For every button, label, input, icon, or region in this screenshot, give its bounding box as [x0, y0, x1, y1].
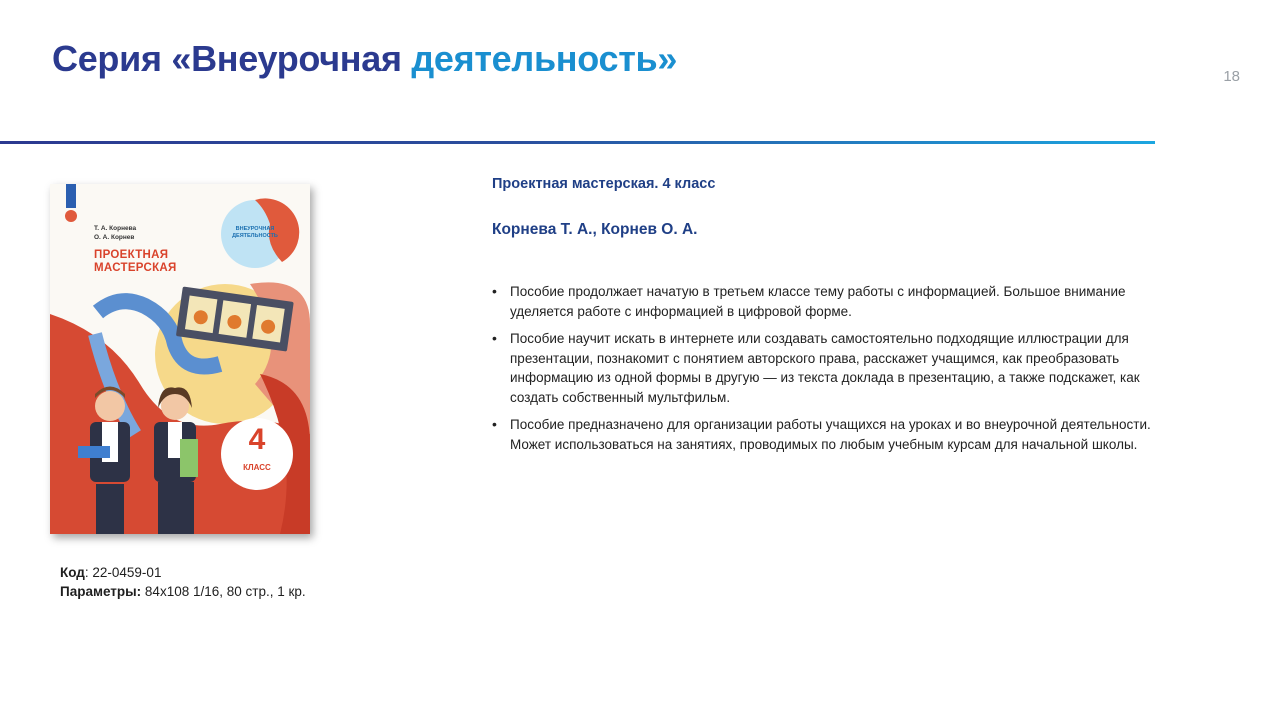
- code-value: : 22-0459-01: [84, 565, 162, 580]
- book-title: Проектная мастерская. 4 класс: [492, 176, 716, 192]
- description-item: • Пособие научит искать в интернете или создавать самостоятельно подходящие иллюстрации для презентации, познакомит с понятием авторского права, расскажет учащимся, как преобразовать информацию из одной формы в другую — из текста доклада в презентацию, а также подскажет, как создать собственный мультфильм.: [492, 329, 1152, 407]
- cover-title-line: МАСТЕРСКАЯ: [94, 262, 177, 274]
- cover-author: Т. А. Корнева: [94, 225, 137, 232]
- cover-author: О. А. Корнев: [94, 234, 135, 241]
- book-meta: [60, 563, 306, 601]
- book-authors: Корнева Т. А., Корнев О. А.: [492, 221, 698, 238]
- series-line: ВНЕУРОЧНАЯ: [235, 226, 275, 232]
- cover-title-line: ПРОЕКТНАЯ: [94, 249, 169, 261]
- header-divider: [0, 141, 1155, 144]
- code-label: Код: [60, 565, 85, 580]
- series-line: ДЕЯТЕЛЬНОСТЬ: [232, 233, 278, 239]
- params-value: 84x108 1/16, 80 стр., 1 кр.: [141, 584, 306, 599]
- grade-label: КЛАСС: [243, 463, 271, 472]
- description-list: [492, 282, 1152, 462]
- title-part-1: Серия «Внеурочная: [52, 38, 402, 79]
- book-cover: [50, 184, 310, 534]
- params-row: [60, 582, 306, 601]
- page-number: 18: [1223, 68, 1240, 85]
- slide-title: [52, 38, 677, 80]
- code-row: [60, 563, 306, 582]
- description-item: • Пособие продолжает начатую в третьем классе тему работы с информацией. Большое внимание уделяется работе с информацией в цифровой форме.: [492, 282, 1152, 321]
- title-part-2: деятельность»: [411, 38, 678, 79]
- cover-series-badge: [222, 226, 288, 240]
- cover-title: [94, 249, 177, 275]
- params-label: Параметры:: [60, 584, 142, 599]
- description-item: • Пособие предназначено для организации работы учащихся на уроках и во внеурочной деятельности. Может использоваться на занятиях, проводимых по любым учебным курсам для начальной школы.: [492, 415, 1152, 454]
- grade-number: 4: [248, 423, 266, 456]
- cover-authors: [94, 224, 136, 242]
